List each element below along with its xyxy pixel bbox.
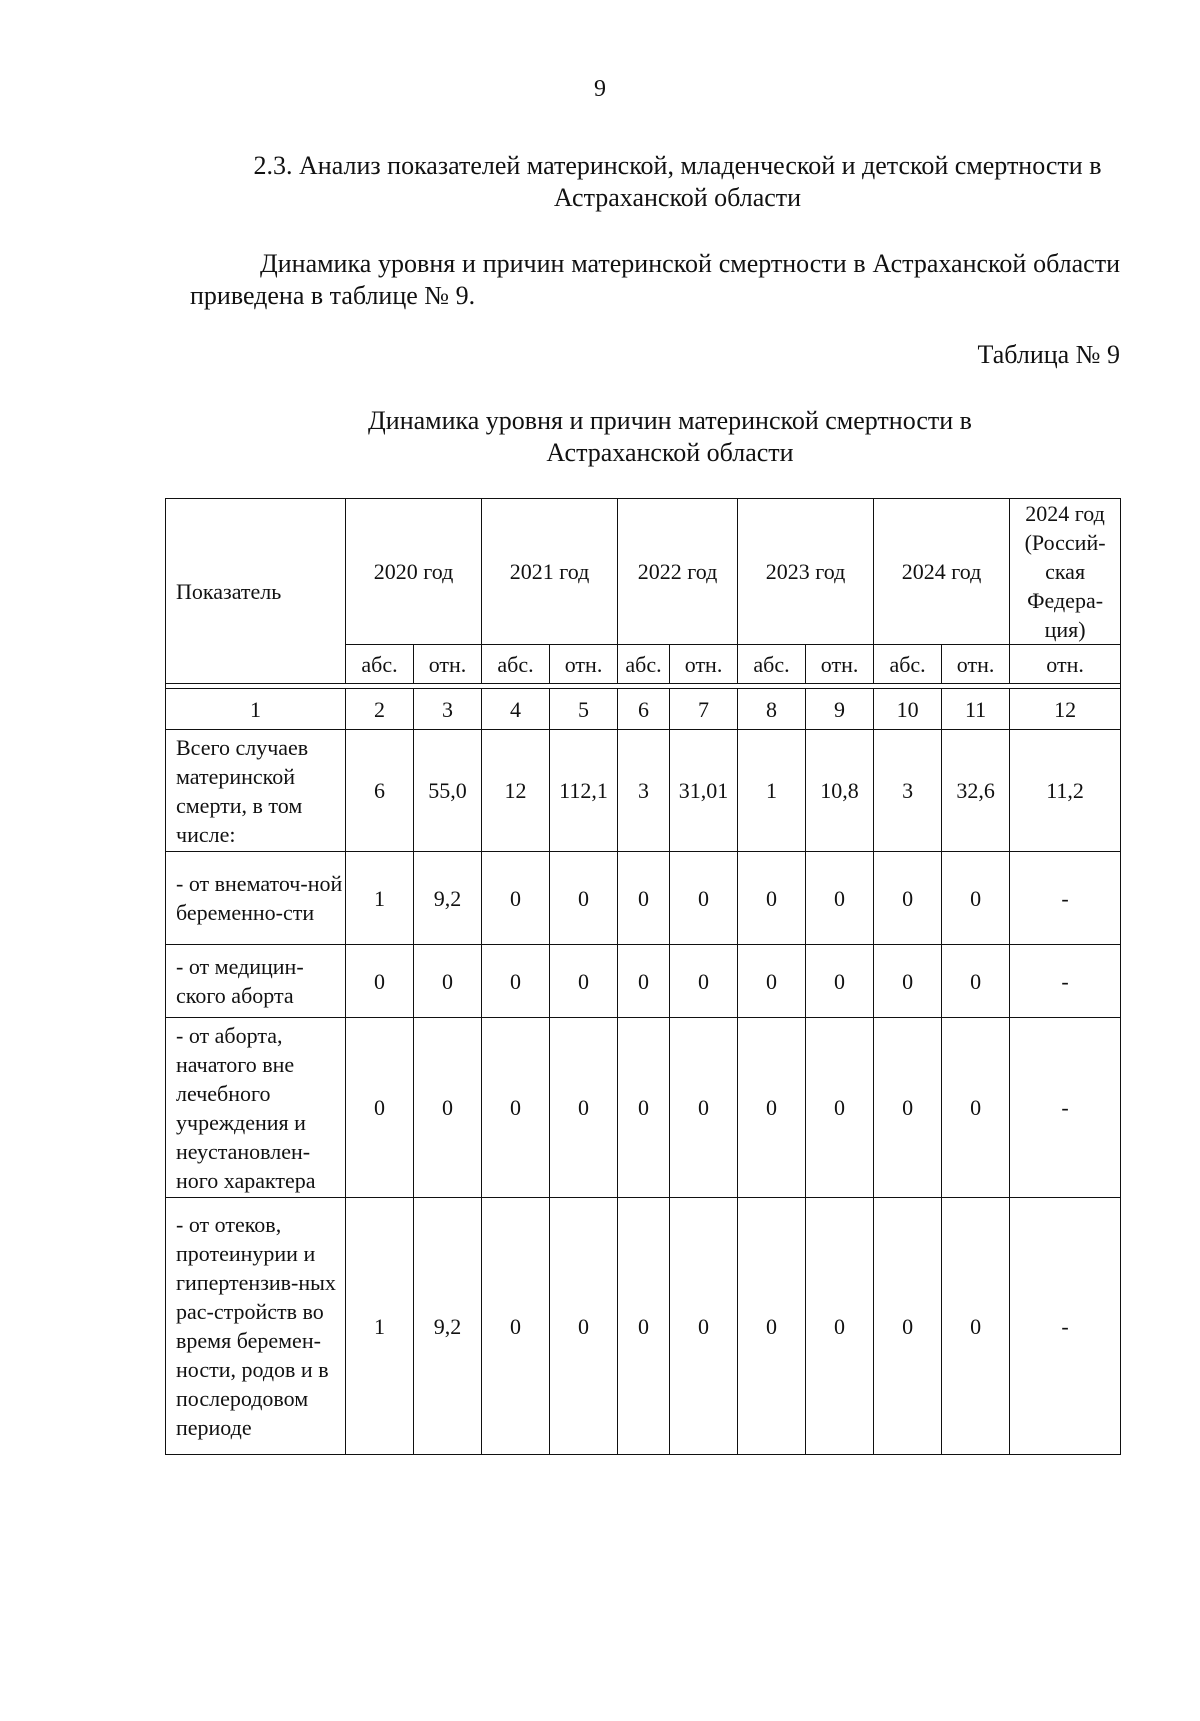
column-number: 6	[618, 689, 670, 730]
table-cell: -	[1010, 852, 1121, 945]
table-cell: 31,01	[670, 730, 738, 852]
table-title: Динамика уровня и причин материнской смертности в Астраханской области	[368, 406, 972, 467]
column-number: 2	[346, 689, 414, 730]
table-cell: 9,2	[414, 852, 482, 945]
indicator-header: Показатель	[166, 499, 346, 684]
table-cell: 3	[874, 730, 942, 852]
table-cell: 112,1	[550, 730, 618, 852]
mortality-table	[165, 498, 1121, 1455]
table-cell: 0	[806, 1198, 874, 1455]
table-cell: -	[1010, 1018, 1121, 1198]
table-row	[166, 730, 1121, 852]
table-cell: 0	[346, 1018, 414, 1198]
table-cell: 0	[942, 1018, 1010, 1198]
table-cell: 0	[806, 945, 874, 1018]
table-cell: 0	[942, 945, 1010, 1018]
year-header: 2020 год	[346, 499, 482, 645]
table-cell: 0	[806, 852, 874, 945]
table-cell: 6	[346, 730, 414, 852]
table-row	[166, 1198, 1121, 1455]
table-cell: 10,8	[806, 730, 874, 852]
table-cell: -	[1010, 945, 1121, 1018]
row-label: Всего случаев материнской смерти, в том числе:	[166, 730, 346, 852]
table-cell: 32,6	[942, 730, 1010, 852]
column-number: 7	[670, 689, 738, 730]
abs-header: абс.	[738, 645, 806, 684]
table-cell: 0	[550, 852, 618, 945]
column-number: 8	[738, 689, 806, 730]
column-number: 5	[550, 689, 618, 730]
table-cell: 0	[618, 1018, 670, 1198]
table-cell: 0	[618, 945, 670, 1018]
column-number: 10	[874, 689, 942, 730]
table-cell: 0	[414, 945, 482, 1018]
row-label: - от медицин-ского аборта	[166, 945, 346, 1018]
table-cell: 0	[550, 1198, 618, 1455]
year-header: 2021 год	[482, 499, 618, 645]
table-cell: 0	[550, 1018, 618, 1198]
section-title: 2.3. Анализ показателей материнской, младенческой и детской смертности в Астраханской области	[253, 151, 1102, 212]
table-cell: 0	[874, 945, 942, 1018]
rel-header: отн.	[806, 645, 874, 684]
table-cell: 0	[738, 852, 806, 945]
table-cell: 0	[670, 945, 738, 1018]
abs-header: абс.	[346, 645, 414, 684]
table-cell: 1	[738, 730, 806, 852]
table-cell: 0	[806, 1018, 874, 1198]
table-cell: 1	[346, 852, 414, 945]
column-number: 4	[482, 689, 550, 730]
column-number: 11	[942, 689, 1010, 730]
table-cell: 11,2	[1010, 730, 1121, 852]
table-cell: 9,2	[414, 1198, 482, 1455]
table-cell: 0	[942, 1198, 1010, 1455]
table-cell: 0	[738, 945, 806, 1018]
table-cell: 0	[618, 1198, 670, 1455]
row-label: - от аборта, начатого вне лечебного учреждения и неустановлен-ного характера	[166, 1018, 346, 1198]
table-cell: 0	[550, 945, 618, 1018]
table-cell: 3	[618, 730, 670, 852]
page-number: 9	[594, 76, 606, 102]
table-cell: 0	[482, 1018, 550, 1198]
table-cell: 0	[482, 1198, 550, 1455]
year-header: 2022 год	[618, 499, 738, 645]
table-cell: 0	[670, 1018, 738, 1198]
table-cell: 0	[874, 1198, 942, 1455]
column-number: 12	[1010, 689, 1121, 730]
rel-header: отн.	[550, 645, 618, 684]
row-label: - от внематоч-ной беременно-сти	[166, 852, 346, 945]
abs-header: абс.	[482, 645, 550, 684]
year-header: 2023 год	[738, 499, 874, 645]
table-cell: 0	[942, 852, 1010, 945]
row-label: - от отеков, протеинурии и гипертензив-ных рас-стройств во время беремен-ности, родов и в послеродовом периоде	[166, 1198, 346, 1455]
table-cell: 0	[874, 852, 942, 945]
rel-header: отн.	[670, 645, 738, 684]
rel-header: отн.	[414, 645, 482, 684]
table-cell: 0	[414, 1018, 482, 1198]
column-number: 9	[806, 689, 874, 730]
table-cell: 0	[618, 852, 670, 945]
table-row	[166, 852, 1121, 945]
table-row	[166, 1018, 1121, 1198]
table-cell: 0	[738, 1198, 806, 1455]
column-number: 3	[414, 689, 482, 730]
table-cell: 0	[482, 852, 550, 945]
table-cell: 12	[482, 730, 550, 852]
abs-header: абс.	[618, 645, 670, 684]
table-cell: -	[1010, 1198, 1121, 1455]
table-cell: 0	[874, 1018, 942, 1198]
table-cell: 55,0	[414, 730, 482, 852]
table-row	[166, 945, 1121, 1018]
intro-paragraph: Динамика уровня и причин материнской смертности в Астраханской области приведена в таблице № 9.	[190, 249, 1120, 310]
rel-header: отн.	[1010, 645, 1121, 684]
rf-header: 2024 год (Россий-ская Федера-ция)	[1010, 499, 1121, 645]
table-number: Таблица № 9	[977, 340, 1120, 369]
abs-header: абс.	[874, 645, 942, 684]
year-header: 2024 год	[874, 499, 1010, 645]
table-cell: 0	[670, 852, 738, 945]
table-cell: 0	[346, 945, 414, 1018]
column-number: 1	[166, 689, 346, 730]
rel-header: отн.	[942, 645, 1010, 684]
table-cell: 0	[670, 1198, 738, 1455]
table-cell: 1	[346, 1198, 414, 1455]
table-cell: 0	[738, 1018, 806, 1198]
table-cell: 0	[482, 945, 550, 1018]
